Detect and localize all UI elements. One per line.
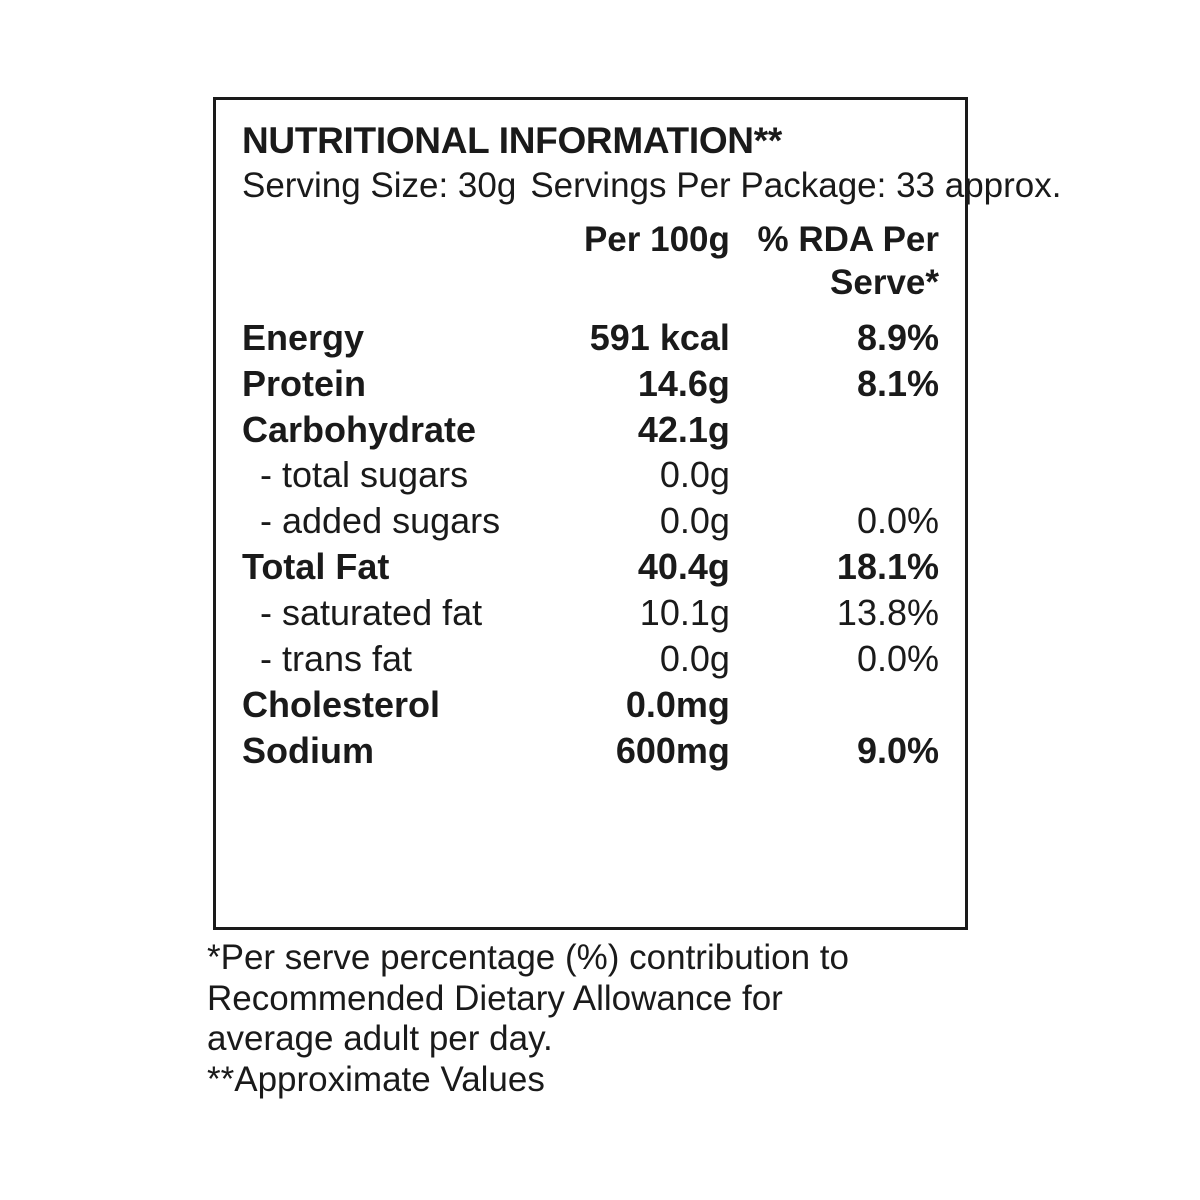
nutrient-per-100g: 40.4g [637, 546, 730, 588]
nutrient-rda: 18.1% [836, 546, 939, 588]
nutrient-name: Carbohydrate [242, 408, 477, 450]
table-body [242, 315, 939, 774]
nutrient-per-100g: 600mg [615, 729, 730, 771]
column-header-name [242, 219, 542, 314]
nutrient-rda: 0.0% [856, 638, 939, 680]
nutrient-name: - total sugars [260, 454, 469, 496]
nutrient-per-100g: 14.6g [637, 362, 730, 404]
nutrient-rda [730, 407, 939, 453]
nutrient-name: - saturated fat [260, 592, 483, 634]
page-title: NUTRITIONAL INFORMATION** [242, 120, 782, 161]
table-header-row [242, 219, 939, 314]
table-row [242, 636, 939, 682]
table-row [242, 590, 939, 636]
nutrient-per-100g: 42.1g [637, 408, 730, 450]
nutrient-name: - trans fat [260, 638, 413, 680]
table-row [242, 407, 939, 453]
table-row [242, 498, 939, 544]
nutrient-name: Cholesterol [242, 683, 441, 725]
table-row [242, 315, 939, 361]
nutrient-rda [730, 452, 939, 498]
nutrient-name: Energy [242, 316, 365, 358]
nutrient-per-100g: 0.0g [659, 638, 730, 680]
table-row [242, 544, 939, 590]
servings-per-package: Servings Per Package: 33 approx. [530, 165, 1062, 205]
table-row [242, 682, 939, 728]
nutrition-table [242, 219, 939, 773]
footnote-line: *Per serve percentage (%) contribution to [207, 938, 849, 977]
nutrient-per-100g: 0.0g [659, 500, 730, 542]
serving-size: Serving Size: 30g [242, 165, 517, 205]
nutrient-name: Total Fat [242, 546, 390, 588]
serving-info [242, 165, 1062, 206]
nutrient-name: Protein [242, 362, 367, 404]
nutrient-name: Sodium [242, 729, 374, 771]
table-row [242, 452, 939, 498]
column-header-rda-per-serve: % RDA Per Serve* [757, 220, 939, 303]
nutrient-rda: 8.1% [856, 362, 939, 404]
nutrient-name: - added sugars [260, 500, 501, 542]
nutrient-rda: 9.0% [856, 729, 939, 771]
table-header [242, 219, 939, 314]
nutrition-panel [213, 97, 1062, 930]
nutrient-rda [730, 682, 939, 728]
nutrient-rda: 8.9% [856, 316, 939, 358]
nutrient-per-100g: 0.0g [659, 454, 730, 496]
nutrient-per-100g: 10.1g [639, 592, 730, 634]
nutrient-per-100g: 0.0mg [625, 683, 730, 725]
nutrient-rda: 0.0% [856, 500, 939, 542]
footnote-line: **Approximate Values [207, 1059, 545, 1099]
footnote-line: average adult per day. [207, 1019, 553, 1059]
footnote-line: Recommended Dietary Allowance for [207, 978, 783, 1018]
nutrient-per-100g: 591 kcal [589, 316, 730, 358]
footnotes [207, 938, 1007, 1100]
column-header-per-100g: Per 100g [583, 220, 730, 260]
nutrient-rda: 13.8% [836, 592, 939, 634]
table-row [242, 728, 939, 774]
table-row [242, 361, 939, 407]
